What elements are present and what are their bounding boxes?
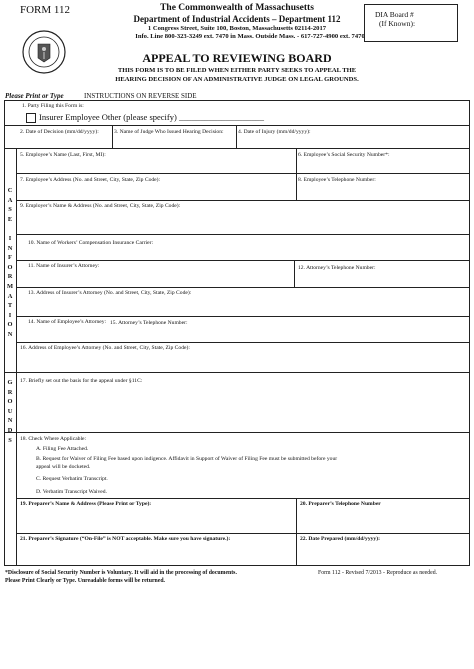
field-3-label: 3. Name of Judge Who Issued Hearing Decision:	[114, 129, 224, 135]
field-17-label: 17. Briefly set out the basis for the appeal under §11C:	[20, 378, 143, 384]
party-options-text: Insurer Employee Other (please specify) ____________________	[39, 112, 264, 122]
field-4-label: 4. Date of Injury (mm/dd/yyyy):	[238, 129, 311, 135]
field-8-label: 8. Employee’s Telephone Number:	[298, 177, 376, 183]
field-15-label: 15. Attorney’s Telephone Number:	[110, 320, 188, 326]
field-13-label: 13. Address of Insurer’s Attorney (No. and Street, City, State, Zip Code):	[28, 290, 192, 296]
field-5-label: 5. Employee’s Name (Last, First, MI):	[20, 152, 106, 158]
print-note: Please Print or Type	[5, 92, 64, 100]
subtitle-line-1: THIS FORM IS TO BE FILED WHEN EITHER PARTY SEEKS TO APPEAL THE	[117, 67, 357, 74]
info-line: Info. Line 800-323-3249 ext. 7470 in Mass. Outside Mass. - 617-727-4900 ext. 7470	[135, 33, 365, 40]
dia-board-label: DIA Board #	[375, 10, 414, 19]
disclosure-note: *Disclosure of Social Security Number is Voluntary. It will aid in the processing of documents.	[5, 570, 237, 576]
field-2-label: 2. Date of Decision (mm/dd/yyyy):	[20, 129, 99, 135]
print-clearly-note: Please Print Clearly or Type. Unreadable forms will be returned.	[5, 578, 165, 584]
form-number: FORM 112	[20, 4, 71, 16]
field-19-label: 19. Preparer’s Name & Address (Please Print or Type):	[20, 501, 152, 507]
field-20-label: 20. Preparer’s Telephone Number	[300, 501, 381, 507]
dia-board-sub: (If Known):	[379, 19, 416, 28]
field-18c-label: C. Request Verbatim Transcript.	[36, 476, 108, 482]
instructions-note: INSTRUCTIONS ON REVERSE SIDE	[84, 92, 197, 100]
field-18b-label: B. Request for Waiver of Filing Fee based upon indigence. Affidavit in Support of Waiver of Filing Fee must be submitted before your	[36, 456, 338, 462]
field-18-label: 18. Check Where Applicable:	[20, 436, 87, 442]
field-22-label: 22. Date Prepared (mm/dd/yyyy):	[300, 536, 380, 542]
field-14-label: 14. Name of Employee’s Attorney:	[28, 319, 107, 325]
form-title: APPEAL TO REVIEWING BOARD	[142, 51, 332, 65]
field-9-label: 9. Employer’s Name & Address (No. and Street, City, State, Zip Code):	[20, 203, 181, 209]
field-18d-label: D. Verbatim Transcript Waived.	[36, 489, 107, 495]
field-11-label: 11. Name of Insurer’s Attorney:	[28, 263, 100, 269]
field-12-label: 12. Attorney’s Telephone Number:	[298, 265, 376, 271]
department-address: 1 Congress Street, Suite 100, Boston, Massachusetts 02114-2017	[147, 25, 327, 32]
field-21-label: 21. Preparer’s Signature (“On-File” is NOT acceptable. Make sure you have signature.):	[20, 536, 231, 542]
field-1-label: 1. Party Filing this Form is:	[22, 103, 84, 109]
party-options	[26, 112, 264, 123]
field-16-label: 16. Address of Employee’s Attorney (No. and Street, City, State, Zip Code):	[20, 345, 190, 351]
field-6-label: 6. Employee’s Social Security Number*:	[298, 152, 390, 158]
field-7-label: 7. Employee’s Address (No. and Street, City, State, Zip Code):	[20, 177, 161, 183]
dia-board-box[interactable]	[364, 4, 458, 42]
subtitle-line-2: HEARING DECISION OF AN ADMINISTRATIVE JUDGE ON LEGAL GROUNDS.	[115, 76, 359, 83]
field-10-label: 10. Name of Workers’ Compensation Insurance Carrier:	[28, 240, 154, 246]
field-18a-label: A. Filing Fee Attached.	[36, 446, 89, 452]
party-checkbox[interactable]	[26, 113, 36, 123]
department-title: Department of Industrial Accidents – Department 112	[133, 14, 341, 24]
form-frame	[4, 100, 470, 566]
commonwealth-title: The Commonwealth of Massachusetts	[160, 3, 314, 13]
revision-note: Form 112 - Revised 7/2013 - Reproduce as needed.	[318, 570, 438, 576]
field-18b-continued: appeal will be docketed.	[36, 464, 91, 470]
